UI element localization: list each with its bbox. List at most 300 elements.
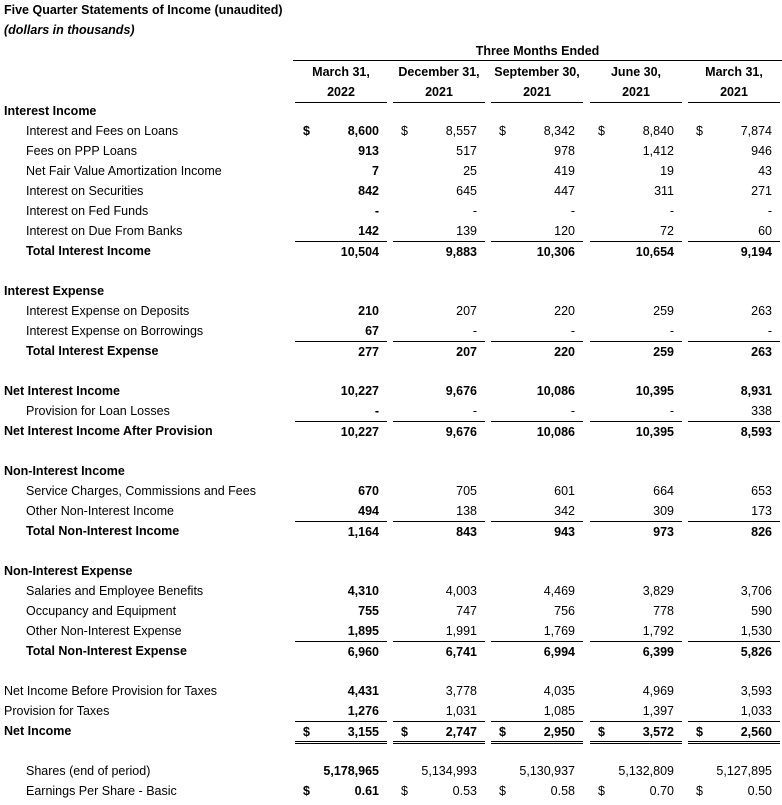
cell-value: 4,310 (347, 584, 379, 598)
table-cell (393, 701, 485, 721)
cell-value: 0.53 (452, 784, 477, 798)
cell-value: 67 (365, 324, 379, 338)
cell-value: 843 (456, 525, 477, 539)
cell-value: 755 (358, 604, 379, 618)
cell-value: 0.50 (747, 784, 772, 798)
cell-value: 120 (554, 224, 575, 238)
column-header-year: 2021 (393, 82, 485, 103)
row-label: Provision for Loan Losses (26, 404, 170, 418)
table-cell (491, 181, 583, 201)
row-label: Total Interest Income (26, 244, 151, 258)
spacer-row (0, 361, 782, 381)
cell-value: 5,826 (740, 645, 772, 659)
cell-value: 1,031 (445, 704, 477, 718)
table-row (0, 781, 782, 801)
table-cell (688, 621, 780, 641)
table-cell (393, 161, 485, 181)
table-cell (688, 321, 780, 341)
cell-value: 1,276 (347, 704, 379, 718)
table-row (0, 501, 782, 521)
table-cell (393, 641, 485, 661)
row-label: Non-Interest Expense (4, 564, 133, 578)
table-row (0, 581, 782, 601)
table-cell (491, 621, 583, 641)
cell-value: 973 (653, 525, 674, 539)
table-row (0, 341, 782, 361)
table-cell (590, 381, 682, 401)
currency-symbol: $ (303, 124, 310, 138)
currency-symbol: $ (696, 124, 703, 138)
table-row (0, 461, 782, 481)
table-cell (688, 681, 780, 701)
table-cell (393, 481, 485, 501)
table-cell (393, 681, 485, 701)
table-cell (295, 201, 387, 221)
table-cell (688, 121, 780, 141)
table-row (0, 481, 782, 501)
cell-value: 10,395 (635, 425, 674, 439)
table-row (0, 141, 782, 161)
table-cell (393, 321, 485, 341)
table-cell (590, 581, 682, 601)
table-cell (590, 761, 682, 781)
table-cell (393, 201, 485, 221)
table-row (0, 641, 782, 661)
table-cell (295, 141, 387, 161)
currency-symbol: $ (499, 784, 506, 798)
cell-value: 207 (456, 345, 477, 359)
cell-value: 10,086 (536, 425, 575, 439)
table-row (0, 221, 782, 241)
cell-value: 10,227 (340, 425, 379, 439)
cell-value: 259 (653, 345, 674, 359)
cell-value: 72 (660, 224, 674, 238)
cell-value: - (472, 204, 477, 218)
table-cell (491, 161, 583, 181)
row-label: Service Charges, Commissions and Fees (26, 484, 256, 498)
cell-value: 173 (751, 504, 772, 518)
table-cell (393, 241, 485, 261)
currency-symbol: $ (499, 124, 506, 138)
cell-value: 277 (358, 345, 379, 359)
cell-value: - (669, 404, 674, 418)
table-cell (491, 201, 583, 221)
cell-value: 8,342 (543, 124, 575, 138)
currency-symbol: $ (598, 725, 605, 739)
cell-value: 8,931 (740, 384, 772, 398)
table-cell (295, 701, 387, 721)
cell-value: 1,033 (740, 704, 772, 718)
table-cell (590, 181, 682, 201)
cell-value: - (570, 204, 575, 218)
table-cell (295, 121, 387, 141)
table-cell (393, 761, 485, 781)
cell-value: 1,412 (642, 144, 674, 158)
column-header-period: June 30, (610, 65, 662, 79)
cell-value: - (669, 324, 674, 338)
cell-value: 943 (554, 525, 575, 539)
table-cell (590, 481, 682, 501)
cell-value: 5,132,809 (618, 764, 674, 778)
cell-value: 3,706 (740, 584, 772, 598)
cell-value: 670 (358, 484, 379, 498)
table-row (0, 721, 782, 741)
table-cell (688, 421, 780, 441)
spacer-row (0, 541, 782, 561)
table-cell (590, 401, 682, 421)
cell-value: 342 (554, 504, 575, 518)
table-cell (295, 761, 387, 781)
currency-symbol: $ (696, 784, 703, 798)
table-cell (590, 701, 682, 721)
table-cell (590, 421, 682, 441)
cell-value: 0.61 (354, 784, 379, 798)
row-label: Interest Income (4, 104, 97, 118)
table-cell (688, 401, 780, 421)
column-header-year: 2021 (688, 82, 780, 103)
row-label: Interest and Fees on Loans (26, 124, 179, 138)
table-cell (393, 421, 485, 441)
table-cell (295, 221, 387, 241)
cell-value: 60 (758, 224, 772, 238)
table-row (0, 381, 782, 401)
table-cell (688, 141, 780, 161)
cell-value: 10,504 (340, 245, 379, 259)
table-cell (393, 501, 485, 521)
table-cell (393, 601, 485, 621)
spacer-row (0, 261, 782, 281)
table-row (0, 301, 782, 321)
period-group-header: Three Months Ended (293, 43, 782, 61)
table-cell (491, 601, 583, 621)
table-cell (295, 401, 387, 421)
currency-symbol: $ (401, 725, 408, 739)
cell-value: 220 (554, 304, 575, 318)
cell-value: 3,593 (740, 684, 772, 698)
table-cell (688, 181, 780, 201)
table-cell (393, 401, 485, 421)
table-cell (491, 301, 583, 321)
cell-value: 3,155 (347, 725, 379, 739)
table-cell (295, 641, 387, 661)
table-cell (688, 601, 780, 621)
table-cell (393, 581, 485, 601)
table-row (0, 521, 782, 541)
cell-value: 5,130,937 (519, 764, 575, 778)
table-row (0, 561, 782, 581)
table-row (0, 761, 782, 781)
cell-value: 1,792 (642, 624, 674, 638)
cell-value: 210 (358, 304, 379, 318)
table-cell (491, 401, 583, 421)
cell-value: 6,994 (543, 645, 575, 659)
table-row (0, 601, 782, 621)
column-header (686, 62, 782, 103)
cell-value: 8,593 (740, 425, 772, 439)
cell-value: 3,778 (445, 684, 477, 698)
row-label: Interest Expense (4, 284, 105, 298)
table-cell (491, 481, 583, 501)
row-label: Provision for Taxes (4, 704, 110, 718)
spacer-row (0, 741, 782, 761)
column-header-period: March 31, (705, 65, 763, 79)
row-label: Non-Interest Income (4, 464, 125, 478)
table-cell (491, 341, 583, 361)
table-cell (491, 681, 583, 701)
table-cell (393, 301, 485, 321)
currency-symbol: $ (598, 124, 605, 138)
cell-value: 842 (358, 184, 379, 198)
table-cell (491, 321, 583, 341)
column-header (489, 62, 585, 103)
cell-value: 419 (554, 164, 575, 178)
column-header (293, 62, 389, 103)
table-cell (590, 341, 682, 361)
cell-value: 207 (456, 304, 477, 318)
cell-value: 259 (653, 304, 674, 318)
cell-value: 4,469 (543, 584, 575, 598)
row-label: Other Non-Interest Expense (26, 624, 182, 638)
table-cell (688, 521, 780, 541)
row-label: Fees on PPP Loans (26, 144, 137, 158)
cell-value: 2,950 (543, 725, 575, 739)
cell-value: 756 (554, 604, 575, 618)
table-cell (491, 381, 583, 401)
cell-value: 2,747 (445, 725, 477, 739)
cell-value: 913 (358, 144, 379, 158)
cell-value: 8,600 (347, 124, 379, 138)
cell-value: - (570, 404, 575, 418)
table-cell (590, 681, 682, 701)
table-cell (393, 121, 485, 141)
table-row (0, 161, 782, 181)
table-cell (491, 641, 583, 661)
column-header-year: 2021 (590, 82, 682, 103)
table-cell (393, 221, 485, 241)
cell-value: 10,654 (635, 245, 674, 259)
column-header-year: 2022 (295, 82, 387, 103)
cell-value: 2,560 (740, 725, 772, 739)
cell-value: 309 (653, 504, 674, 518)
table-cell (688, 641, 780, 661)
cell-value: 4,003 (445, 584, 477, 598)
column-header-period: September 30, (494, 65, 580, 79)
cell-value: 653 (751, 484, 772, 498)
table-row (0, 701, 782, 721)
table-cell (688, 161, 780, 181)
table-cell (688, 201, 780, 221)
table-row (0, 281, 782, 301)
table-cell (295, 241, 387, 261)
table-cell (688, 341, 780, 361)
table-cell (590, 601, 682, 621)
table-cell (491, 241, 583, 261)
table-row (0, 401, 782, 421)
cell-value: 5,134,993 (421, 764, 477, 778)
cell-value: 8,557 (445, 124, 477, 138)
statement-subtitle: (dollars in thousands) (4, 23, 135, 37)
table-cell (295, 781, 387, 801)
cell-value: - (374, 404, 379, 418)
table-cell (590, 781, 682, 801)
row-label: Earnings Per Share - Basic (26, 784, 177, 798)
table-cell (295, 321, 387, 341)
table-cell (688, 701, 780, 721)
table-cell (295, 421, 387, 441)
currency-symbol: $ (499, 725, 506, 739)
cell-value: 8,840 (642, 124, 674, 138)
cell-value: 3,572 (642, 725, 674, 739)
cell-value: - (669, 204, 674, 218)
table-cell (688, 761, 780, 781)
table-cell (688, 221, 780, 241)
spacer-row (0, 661, 782, 681)
table-cell (688, 241, 780, 261)
table-cell (295, 381, 387, 401)
row-label: Salaries and Employee Benefits (26, 584, 204, 598)
cell-value: - (472, 404, 477, 418)
table-cell (295, 501, 387, 521)
cell-value: 705 (456, 484, 477, 498)
cell-value: 9,676 (445, 384, 477, 398)
cell-value: 1,769 (543, 624, 575, 638)
table-cell (295, 601, 387, 621)
table-cell (491, 581, 583, 601)
table-cell (393, 621, 485, 641)
cell-value: 139 (456, 224, 477, 238)
cell-value: 5,178,965 (323, 764, 379, 778)
cell-value: 6,741 (445, 645, 477, 659)
cell-value: 10,086 (536, 384, 575, 398)
table-cell (295, 341, 387, 361)
cell-value: 826 (751, 525, 772, 539)
row-label: Interest Expense on Borrowings (26, 324, 204, 338)
cell-value: 19 (660, 164, 674, 178)
table-cell (590, 321, 682, 341)
row-label: Net Income Before Provision for Taxes (4, 684, 218, 698)
column-header-period: December 31, (398, 65, 480, 79)
column-header-year: 2021 (491, 82, 583, 103)
row-label: Interest Expense on Deposits (26, 304, 190, 318)
row-label: Shares (end of period) (26, 764, 151, 778)
cell-value: 6,960 (347, 645, 379, 659)
row-label: Net Interest Income (4, 384, 121, 398)
cell-value: 6,399 (642, 645, 674, 659)
cell-value: 1,895 (347, 624, 379, 638)
table-cell (295, 521, 387, 541)
table-cell (491, 421, 583, 441)
cell-value: 978 (554, 144, 575, 158)
table-cell (295, 581, 387, 601)
table-cell (590, 201, 682, 221)
table-cell (491, 701, 583, 721)
cell-value: 10,306 (536, 245, 575, 259)
table-cell (393, 781, 485, 801)
table-row (0, 101, 782, 121)
cell-value: 10,395 (635, 384, 674, 398)
cell-value: 0.58 (550, 784, 575, 798)
table-cell (295, 161, 387, 181)
table-cell (590, 241, 682, 261)
row-label: Total Interest Expense (26, 344, 159, 358)
table-cell (688, 501, 780, 521)
table-cell (688, 381, 780, 401)
row-label: Total Non-Interest Income (26, 524, 180, 538)
table-cell (590, 161, 682, 181)
table-cell (393, 141, 485, 161)
row-label: Total Non-Interest Expense (26, 644, 187, 658)
cell-value: - (767, 204, 772, 218)
row-label: Other Non-Interest Income (26, 504, 174, 518)
spacer-row (0, 441, 782, 461)
table-row (0, 421, 782, 441)
table-cell (688, 481, 780, 501)
table-cell (590, 141, 682, 161)
table-cell (393, 521, 485, 541)
row-label: Net Income (4, 724, 72, 738)
table-row (0, 121, 782, 141)
column-header (391, 62, 487, 103)
cell-value: 9,676 (445, 425, 477, 439)
table-cell (491, 781, 583, 801)
column-header (588, 62, 684, 103)
cell-value: 590 (751, 604, 772, 618)
row-label: Interest on Due From Banks (26, 224, 183, 238)
table-cell (491, 761, 583, 781)
table-cell (295, 481, 387, 501)
table-row (0, 201, 782, 221)
cell-value: 263 (751, 304, 772, 318)
cell-value: - (374, 204, 379, 218)
row-label: Interest on Securities (26, 184, 144, 198)
column-header-period: March 31, (312, 65, 370, 79)
table-cell (590, 521, 682, 541)
cell-value: 1,085 (543, 704, 575, 718)
row-label: Interest on Fed Funds (26, 204, 149, 218)
cell-value: 271 (751, 184, 772, 198)
cell-value: 1,397 (642, 704, 674, 718)
statement-title: Five Quarter Statements of Income (unaudited) (4, 3, 283, 17)
table-cell (590, 121, 682, 141)
cell-value: 7 (372, 164, 379, 178)
table-row (0, 181, 782, 201)
table-cell (590, 221, 682, 241)
table-cell (491, 221, 583, 241)
cell-value: 9,883 (445, 245, 477, 259)
currency-symbol: $ (696, 725, 703, 739)
table-cell (393, 381, 485, 401)
table-cell (590, 641, 682, 661)
table-row (0, 681, 782, 701)
table-cell (295, 681, 387, 701)
table-cell (688, 581, 780, 601)
cell-value: 10,227 (340, 384, 379, 398)
cell-value: 645 (456, 184, 477, 198)
cell-value: 447 (554, 184, 575, 198)
cell-value: 4,431 (347, 684, 379, 698)
cell-value: 4,035 (543, 684, 575, 698)
table-cell (393, 181, 485, 201)
table-row (0, 621, 782, 641)
table-cell (590, 501, 682, 521)
table-row (0, 241, 782, 261)
table-cell (393, 341, 485, 361)
cell-value: - (570, 324, 575, 338)
cell-value: 664 (653, 484, 674, 498)
currency-symbol: $ (598, 784, 605, 798)
table-cell (295, 181, 387, 201)
currency-symbol: $ (303, 725, 310, 739)
